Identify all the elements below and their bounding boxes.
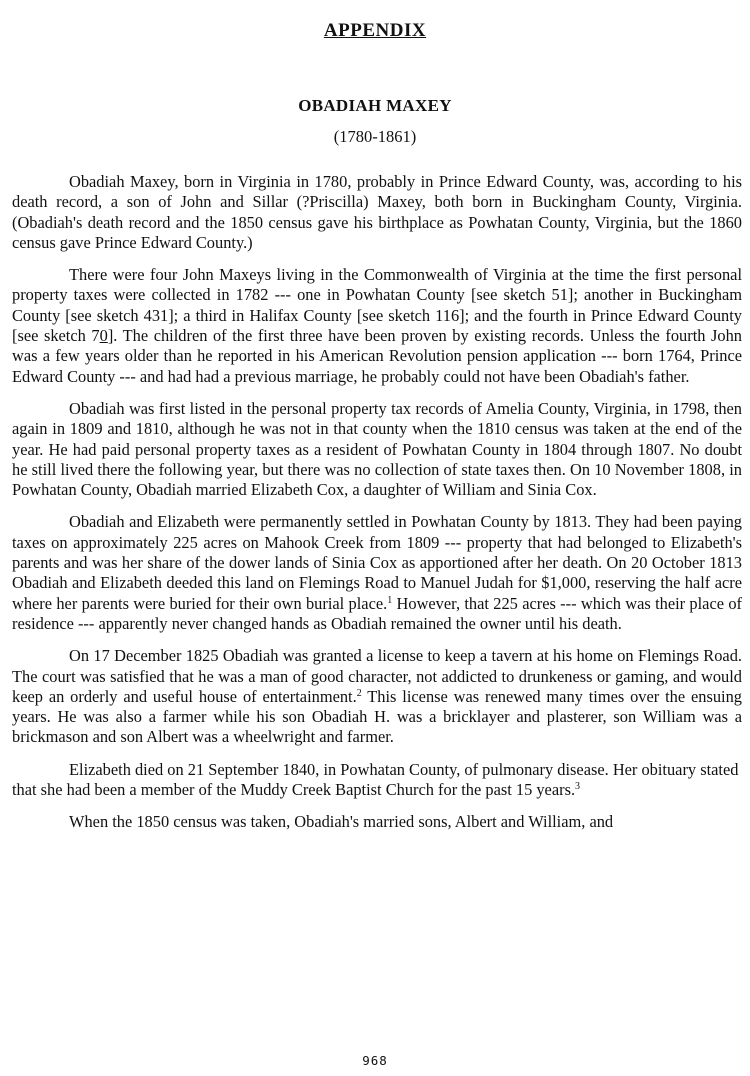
footnote-marker: 3	[575, 781, 581, 793]
paragraph-1850-census: When the 1850 census was taken, Obadiah's married sons, Albert and William, and	[69, 812, 614, 832]
paragraph-text: Elizabeth died on 21 September 1840, in Powhatan County, of pulmonary disease. Her obituary stated that she had been a member of the Muddy Creek Baptist Church for the past 15 years.	[12, 759, 739, 800]
footnote-marker: 1	[387, 594, 393, 606]
underlined-digit: 0	[99, 326, 108, 346]
paragraph-text: Obadiah and Elizabeth were permanently settled in Powhatan County by 1813. They had been paying taxes on approximately 225 acres on Mahook Creek from 1809 --- property that had belonged to Elizabeth's parents and was her share of the dower lands of Sinia Cox as apportioned after her death. On 20 October 1813 Obadiah and Elizabeth deeded this land on Flemings Road to Manuel Judah for $1,000, reserving the half acre where her parents were buried for their own burial place.	[12, 512, 742, 613]
paragraph-text: However, that 225 acres --- which was their place of residence --- apparently never changed hands as Obadiah remained the owner until his death.	[12, 593, 742, 633]
paragraph-settlement	[12, 512, 742, 634]
paragraph-john-maxeys	[12, 265, 742, 387]
paragraph-elizabeth-death	[12, 760, 742, 801]
sketch-title: OBADIAH MAXEY	[298, 96, 452, 115]
paragraph-birth: Obadiah Maxey, born in Virginia in 1780, probably in Prince Edward County, was, according to his death record, a son of John and Sillar (?Priscilla) Maxey, both born in Buckingham County, Virginia. (Obadiah's death record and the 1850 census gave his birthplace as Powhatan County, Virginia, but the 1860 census gave Prince Edward County.)	[12, 172, 742, 252]
life-dates: (1780-1861)	[333, 127, 417, 146]
page-number: 968	[362, 1053, 388, 1068]
body-text	[12, 172, 742, 845]
appendix-heading: APPENDIX	[323, 20, 427, 41]
footnote-marker: 2	[356, 687, 362, 699]
paragraph-text: ]. The children of the first three have been proven by existing records. Unless the fourth John was a few years older than he reported in his American Revolution pension application --- born 1764, Prince Edward County --- and had had a previous marriage, he probably could not have been Obadiah's father.	[12, 326, 742, 386]
paragraph-text: On 17 December 1825 Obadiah was granted a license to keep a tavern at his home on Flemings Road. The court was satisfied that he was a man of good character, not addicted to drunkeness or gaming, and would keep an orderly and useful house of entertainment.	[12, 646, 742, 706]
paragraph-tavern	[12, 646, 742, 747]
paragraph-text: There were four John Maxeys living in the Commonwealth of Virginia at the time the first personal property taxes were collected in 1782 --- one in Powhatan County [see sketch 51]; another in Buckingham County [see sketch 431]; a third in Halifax County [see sketch 116]; and the fourth in Prince Edward County [see sketch 7	[12, 265, 742, 346]
paragraph-tax-records: Obadiah was first listed in the personal property tax records of Amelia County, Virginia, in 1798, then again in 1809 and 1810, although he was not in that county when the 1810 census was taken at the end of the year. He had paid personal property taxes as a resident of Powhatan County in 1804 through 1807. No doubt he still lived there the following year, but there was no collection of state taxes then. On 10 November 1808, in Powhatan County, Obadiah married Elizabeth Cox, a daughter of William and Sinia Cox.	[12, 398, 742, 500]
paragraph-text: This license was renewed many times over the ensuing years. He was also a farmer while his son Obadiah H. was a bricklayer and plasterer, son William was a brickmason and son Albert was a wheelwright and farmer.	[12, 686, 742, 747]
